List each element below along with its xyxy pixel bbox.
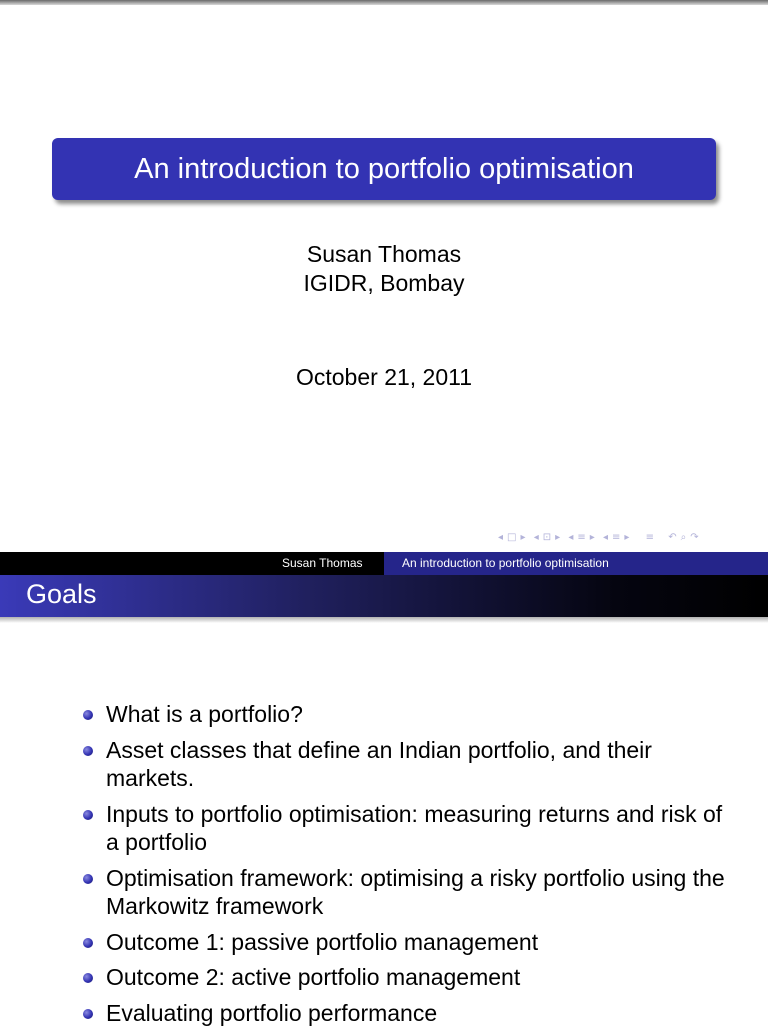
list-item [80, 736, 740, 793]
nav-align-icon[interactable]: ≡ [645, 532, 656, 543]
presentation-date: October 21, 2011 [295, 364, 473, 390]
bullet-icon [83, 973, 93, 983]
footline-title-box [384, 552, 768, 575]
goals-list [80, 700, 740, 1034]
nav-search-icon[interactable]: ⌕ [680, 532, 688, 543]
nav-prev-section-icon[interactable]: ◂ [568, 532, 575, 543]
beamer-navigation-bar[interactable] [498, 532, 703, 546]
footline-author-box [0, 552, 384, 575]
list-item [80, 864, 740, 921]
list-item-text: Evaluating portfolio performance [106, 999, 438, 1026]
nav-prev-doc-icon[interactable]: ◂ [602, 532, 610, 543]
presentation-title [52, 138, 716, 200]
frame-title-bar [0, 575, 768, 617]
list-item-text: What is a portfolio? [106, 701, 303, 727]
top-rule [0, 0, 768, 5]
list-item-text: Asset classes that define an Indian portfolio, and their markets. [106, 736, 652, 791]
institute-name: IGIDR, Bombay [303, 270, 465, 296]
list-item-text: Outcome 2: active portfolio management [106, 964, 521, 990]
nav-doc-icon[interactable]: ≡ [612, 532, 622, 543]
bullet-icon [83, 938, 93, 948]
list-item [80, 999, 740, 1028]
footline-title: An introduction to portfolio optimisation [402, 556, 609, 570]
list-item [80, 700, 740, 729]
bullet-icon [83, 746, 93, 756]
nav-next-doc-icon[interactable]: ▸ [624, 532, 631, 543]
author-name: Susan Thomas [306, 241, 462, 267]
nav-next-section-icon[interactable]: ▸ [589, 532, 596, 543]
nav-prev-subsection-icon[interactable]: ◂ [533, 532, 540, 543]
list-item-text: Inputs to portfolio optimisation: measuring returns and risk of a portfolio [106, 800, 723, 855]
list-item [80, 800, 740, 857]
nav-forward-icon[interactable]: ↷ [690, 532, 700, 543]
nav-prev-frame-icon[interactable]: ◂ [498, 532, 505, 543]
presentation-title-text: An introduction to portfolio optimisation [134, 152, 634, 185]
nav-next-frame-icon[interactable]: ▸ [520, 532, 527, 543]
footline-author: Susan Thomas [282, 556, 363, 570]
nav-back-icon[interactable]: ↶ [668, 532, 678, 543]
footline [0, 552, 768, 575]
bullet-icon [83, 810, 93, 820]
list-item-text: Outcome 1: passive portfolio management [106, 928, 539, 955]
frame-title: Goals [26, 579, 97, 609]
list-item-text: Optimisation framework: optimising a risky portfolio using the Markowitz framework [106, 864, 725, 919]
nav-section-icon[interactable]: ≡ [577, 532, 587, 543]
nav-next-subsection-icon[interactable]: ▸ [555, 532, 562, 543]
frame-title-shadow [0, 617, 768, 623]
nav-subsection-icon[interactable]: ⊡ [542, 532, 553, 543]
bullet-icon [83, 874, 93, 884]
bullet-icon [83, 710, 93, 720]
list-item [80, 928, 740, 957]
list-item [80, 963, 740, 992]
bullet-icon [83, 1009, 93, 1019]
nav-frame-icon[interactable]: □ [507, 532, 518, 543]
